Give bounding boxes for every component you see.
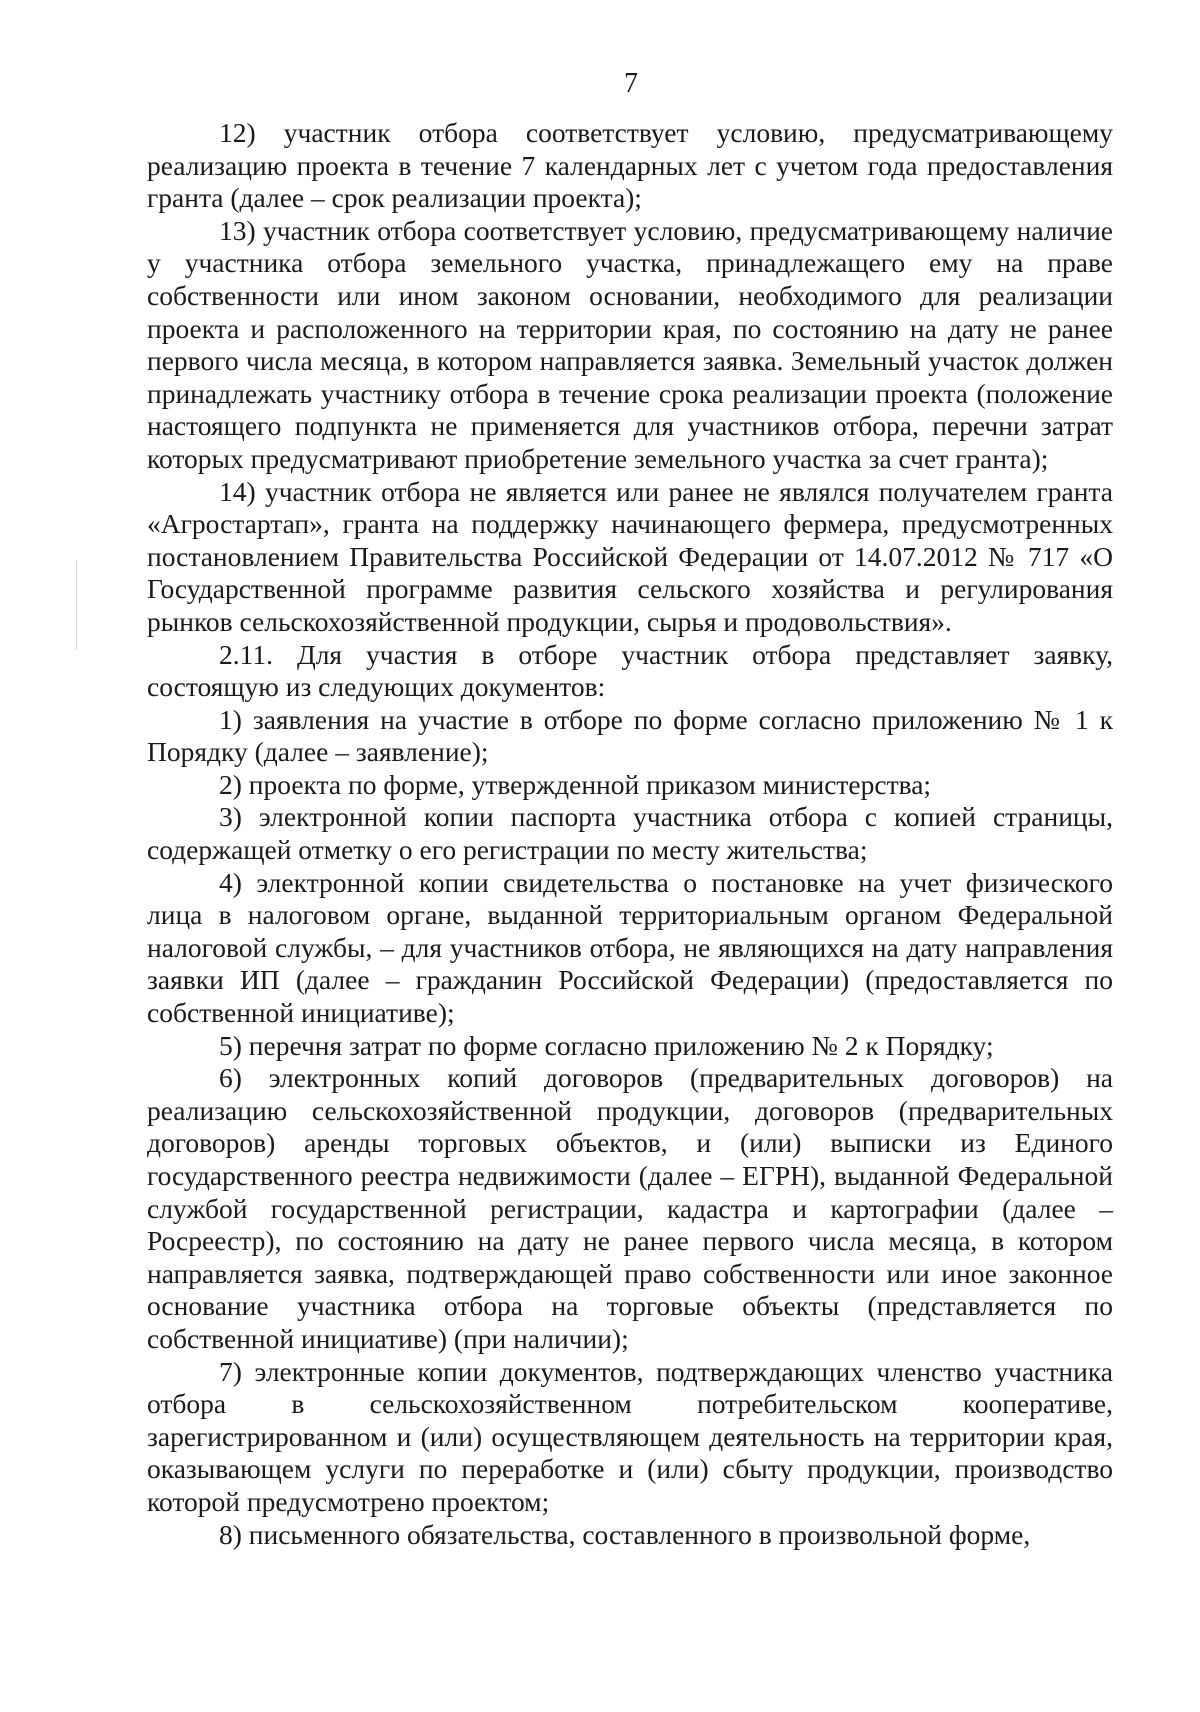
page-number: 7 (624, 68, 638, 99)
paragraph-doc-2: 2) проекта по форме, утвержденной приказом министерства; (219, 768, 932, 800)
paragraph-doc-3: 3) электронной копии паспорта участника отбора с копией страницы, содержащей отметку о его регистрации по месту жительства; (147, 801, 1113, 866)
document-body (147, 117, 1113, 1551)
paragraph-doc-1: 1) заявления на участие в отборе по форме согласно приложению № 1 к Порядку (далее – заявление); (147, 703, 1113, 768)
paragraph-item-13: 13) участник отбора соответствует условию, предусматривающему наличие у участника отбора земельного участка, принадлежащего ему на праве собственности или ином законом основании, необходимого для реализации проекта и расположенного на территории края, по состоянию на дату не ранее первого числа месяца, в котором направляется заявка. Земельный участок должен принадлежать участнику отбора в течение срока реализации проекта (положение настоящего подпункта не применяется для участников отбора, перечни затрат которых предусматривают приобретение земельного участка за счет гранта); (147, 214, 1113, 474)
paragraph-doc-7: 7) электронные копии документов, подтверждающих членство участника отбора в сельскохозяйственном потребительском кооперативе, зарегистрированном и (или) осуществляющем деятельность на территории края, оказывающем услуги по переработке и (или) сбыту продукции, производство которой предусмотрено проектом; (147, 1355, 1113, 1517)
paragraph-doc-4: 4) электронной копии свидетельства о постановке на учет физического лица в налоговом органе, выданной территориальным органом Федеральной налоговой службы, – для участников отбора, не являющихся на дату направления заявки ИП (далее – гражданин Российской Федерации) (предоставляется по собственной инициативе); (147, 866, 1113, 1029)
paragraph-section-2-11: 2.11. Для участия в отборе участник отбора представляет заявку, состоящую из следующих документов: (147, 638, 1113, 703)
paragraph-doc-6: 6) электронных копий договоров (предварительных договоров) на реализацию сельскохозяйственной продукции, договоров (предварительных договоров) аренды торговых объектов, и (или) выписки из Единого государственного реестра недвижимости (далее – ЕГРН), выданной Федеральной службой государственной регистрации, кадастра и картографии (далее – Росреестр), по состоянию на дату не ранее первого числа месяца, в котором направляется заявка, подтверждающей право собственности или иное законное основание участника отбора на торговые объекты (представляется по собственной инициативе) (при наличии); (147, 1062, 1113, 1354)
paragraph-doc-5: 5) перечня затрат по форме согласно приложению № 2 к Порядку; (219, 1029, 994, 1061)
paragraph-item-12: 12) участник отбора соответствует условию, предусматривающему реализацию проекта в течение 7 календарных лет с учетом года предоставления гранта (далее – срок реализации проекта); (147, 117, 1113, 214)
scan-edge-mark (76, 560, 77, 650)
paragraph-doc-8: 8) письменного обязательства, составленного в произвольной форме, (219, 1518, 1031, 1550)
paragraph-item-14: 14) участник отбора не является или ранее не являлся получателем гранта «Агростартап», гранта на поддержку начинающего фермера, предусмотренных постановлением Правительства Российской Федерации от 14.07.2012 № 717 «О Государственной программе развития сельского хозяйства и регулирования рынков сельскохозяйственной продукции, сырья и продовольствия». (147, 475, 1113, 637)
